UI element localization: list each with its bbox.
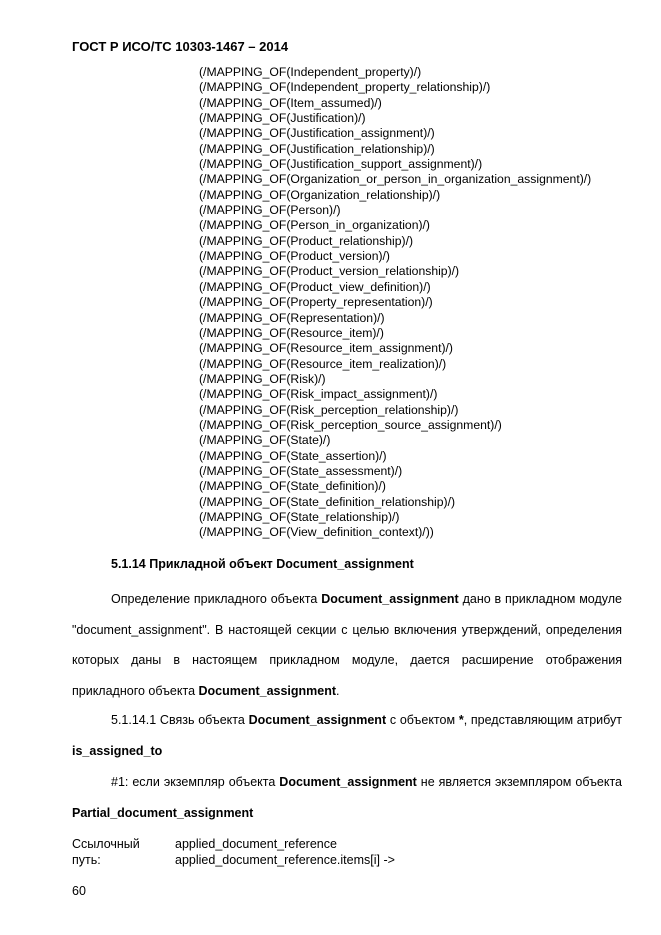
mapping-line: (/MAPPING_OF(Risk)/) xyxy=(199,371,326,386)
mapping-line: (/MAPPING_OF(Independent_property)/) xyxy=(199,65,422,79)
mapping-line: (/MAPPING_OF(Resource_item_realization)/) xyxy=(199,356,447,371)
reference-value: applied_document_reference.items[i] -> xyxy=(175,852,395,867)
mapping-line: (/MAPPING_OF(Item_assumed)/) xyxy=(199,95,382,110)
mapping-line: (/MAPPING_OF(Organization_relationship)/) xyxy=(199,187,441,202)
mapping-line: (/MAPPING_OF(Organization_or_person_in_organization_assignment)/) xyxy=(199,172,592,187)
page-number: 60 xyxy=(72,884,86,898)
mapping-line: (/MAPPING_OF(Person)/) xyxy=(199,203,341,218)
mapping-line: (/MAPPING_OF(State_relationship)/) xyxy=(199,509,400,524)
mapping-line: (/MAPPING_OF(Person_in_organization)/) xyxy=(199,218,430,233)
mapping-line: (/MAPPING_OF(Product_view_definition)/) xyxy=(199,279,431,294)
mapping-line: (/MAPPING_OF(View_definition_context)/)) xyxy=(199,525,434,540)
mapping-line: (/MAPPING_OF(Product_version_relationship)/) xyxy=(199,264,460,279)
mapping-list xyxy=(199,65,591,541)
mapping-line: (/MAPPING_OF(Justification_support_assignment)/) xyxy=(199,157,483,172)
mapping-line: (/MAPPING_OF(Product_relationship)/) xyxy=(199,233,414,248)
mapping-line: (/MAPPING_OF(Justification)/) xyxy=(199,111,366,126)
mapping-line: (/MAPPING_OF(Independent_property_relationship)/) xyxy=(199,80,491,95)
reference-label: Ссылочный xyxy=(72,837,140,851)
mapping-line: (/MAPPING_OF(Risk_perception_relationship)/) xyxy=(199,402,459,417)
mapping-line: (/MAPPING_OF(Resource_item)/) xyxy=(199,325,384,340)
mapping-line: (/MAPPING_OF(State)/) xyxy=(199,433,331,448)
mapping-line: (/MAPPING_OF(Justification_relationship)/) xyxy=(199,141,435,156)
mapping-line: (/MAPPING_OF(State_assertion)/) xyxy=(199,448,387,463)
reference-path-table xyxy=(72,837,395,868)
mapping-line: (/MAPPING_OF(Justification_assignment)/) xyxy=(199,126,435,141)
mapping-line: (/MAPPING_OF(Risk_perception_source_assignment)/) xyxy=(199,417,502,432)
mapping-line: (/MAPPING_OF(Risk_impact_assignment)/) xyxy=(199,387,438,402)
relation-paragraph: 5.1.14.1 Связь объекта Document_assignment с объектом *, представляющим атрибут is_assigned_to xyxy=(72,713,622,758)
reference-value: applied_document_reference xyxy=(175,837,337,851)
mapping-line: (/MAPPING_OF(Representation)/) xyxy=(199,310,385,325)
document-header: ГОСТ Р ИСО/ТС 10303-1467 – 2014 xyxy=(72,39,289,54)
mapping-line: (/MAPPING_OF(Resource_item_assignment)/) xyxy=(199,341,453,356)
definition-paragraph: Определение прикладного объекта Document_assignment дано в прикладном модуле "document_assignment". В настоящей секции с целью включения утверждений, определения которых даны в настоящем прикладном модуле, дается расширение отображения прикладного объекта Document_assignment. xyxy=(72,592,622,699)
mapping-line: (/MAPPING_OF(State_assessment)/) xyxy=(199,463,403,478)
reference-label: путь: xyxy=(72,852,101,867)
condition-paragraph: #1: если экземпляр объекта Document_assignment не является экземпляром объекта Partial_document_assignment xyxy=(72,775,622,820)
mapping-line: (/MAPPING_OF(Product_version)/) xyxy=(199,249,390,264)
section-title: 5.1.14 Прикладной объект Document_assignment xyxy=(111,557,414,571)
mapping-line: (/MAPPING_OF(State_definition)/) xyxy=(199,479,386,494)
mapping-line: (/MAPPING_OF(Property_representation)/) xyxy=(199,295,433,310)
mapping-line: (/MAPPING_OF(State_definition_relationship)/) xyxy=(199,494,456,509)
